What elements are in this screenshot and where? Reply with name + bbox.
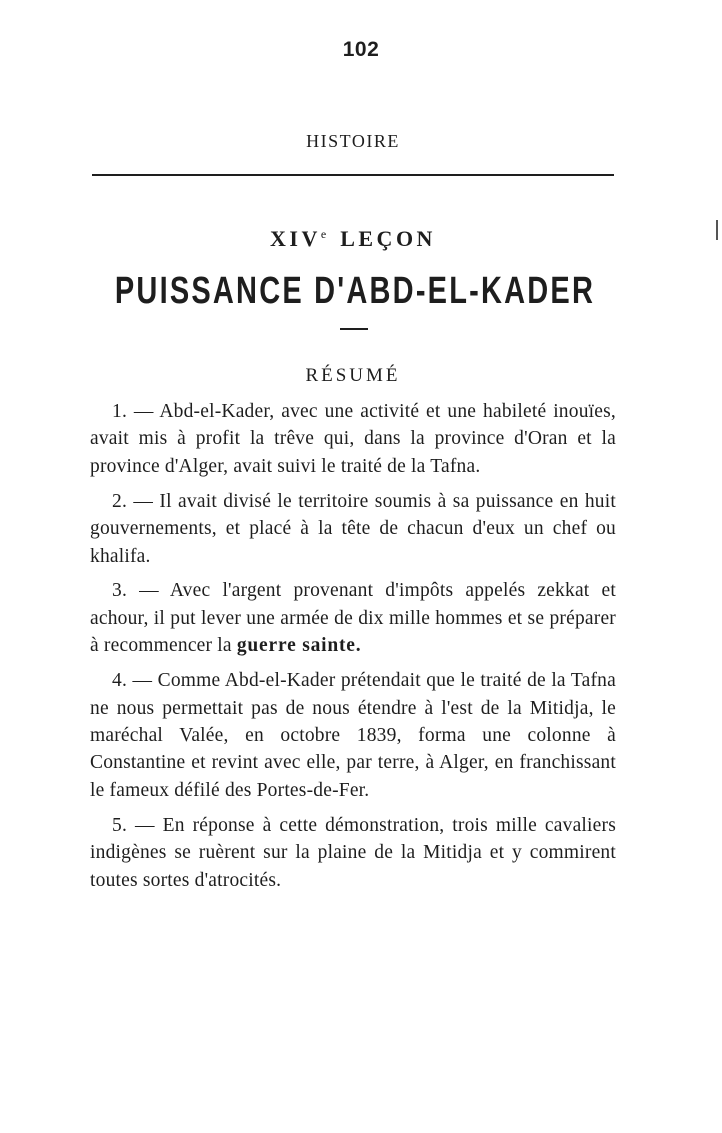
resume-paragraph-5	[90, 812, 616, 894]
resume-paragraph-4	[90, 667, 616, 804]
resume-paragraph-2	[90, 488, 616, 570]
lesson-word: LEÇON	[340, 226, 436, 251]
page-number: 102	[342, 38, 380, 61]
margin-mark	[716, 220, 718, 240]
title-dash	[340, 328, 368, 330]
paragraph-text: 1. — Abd-el-Kader, avec une activité et une habileté inouïes, avait mis à profit la trêve qui, dans la province d'Oran et la province d'Alger, avait suivi le traité de la Tafna.	[90, 401, 616, 477]
lesson-numeral: XIV	[270, 226, 321, 251]
paragraph-end: .	[355, 635, 362, 657]
lesson-heading	[0, 226, 706, 252]
header-rule	[92, 174, 614, 176]
lesson-title: PUISSANCE D'ABD-EL-KADER	[114, 270, 596, 313]
bold-phrase: guerre sainte	[236, 635, 356, 657]
lesson-numeral-superscript: e	[320, 227, 327, 241]
paragraph-text: 5. — En réponse à cette démonstration, trois mille cavaliers indigènes se ruèrent sur la plaine de la Mitidja et y commirent toutes sortes d'atrocités.	[90, 814, 616, 891]
resume-paragraph-1	[90, 398, 616, 480]
resume-paragraph-3	[90, 577, 616, 659]
paragraph-text: 2. — Il avait divisé le territoire soumis à sa puissance en huit gouvernements, et placé à la tête de chacun d'eux un chef ou khalifa.	[90, 490, 616, 567]
running-head: HISTOIRE	[306, 131, 400, 151]
paragraph-text: 4. — Comme Abd-el-Kader prétendait que le traité de la Tafna ne nous permettait pas de nous étendre à l'est de la Mitidja, le maréchal Valée, en octobre 1839, forma une colonne à Constantine et revint avec elle, par terre, à Alger, en franchissant le fameux défilé des Portes-de-Fer.	[90, 670, 616, 801]
resume-heading: RÉSUMÉ	[305, 365, 401, 386]
paragraph-text: 3. — Avec l'argent provenant d'impôts appelés zekkat et achour, il put lever une armée de dix mille hommes et se préparer à recommencer la	[90, 580, 616, 657]
resume-paragraphs	[90, 398, 616, 901]
